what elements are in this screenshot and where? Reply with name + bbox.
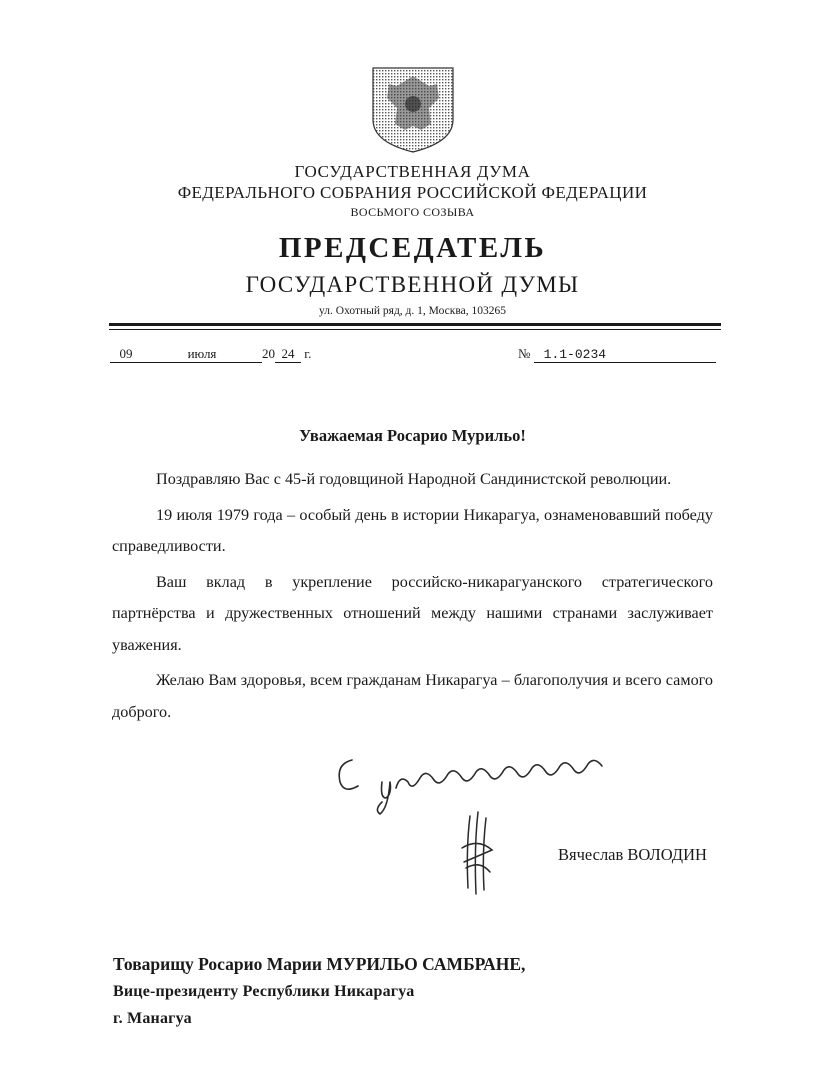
body-paragraph: Ваш вклад в укрепление российско-никарагуанского стратегического партнёрства и дружественных отношений между нашими странами заслуживает уважения. (112, 572, 713, 654)
handwritten-regards (330, 738, 620, 818)
addressee-city: г. Манагуа (113, 1010, 192, 1027)
letter-date (110, 346, 311, 363)
number-value: 1.1-0234 (534, 347, 716, 363)
date-month: июля (142, 346, 262, 363)
org-name-line1: ГОСУДАРСТВЕННАЯ ДУМА (294, 162, 531, 181)
body-paragraph: 19 июля 1979 года – особый день в истории Никарагуа, ознаменовавший победу справедливости. (112, 505, 713, 555)
addressee-block (113, 951, 525, 1032)
header-divider-thin (109, 329, 721, 330)
addressee-position: Вице-президенту Республики Никарагуа (113, 983, 415, 1000)
date-year-abbr: г. (304, 346, 312, 361)
org-name-line2: ФЕДЕРАЛЬНОГО СОБРАНИЯ РОССИЙСКОЙ ФЕДЕРАЦИИ (177, 183, 648, 202)
letterhead-address: ул. Охотный ряд, д. 1, Москва, 103265 (319, 305, 506, 317)
header-divider (109, 323, 721, 326)
org-convocation: ВОСЬМОГО СОЗЫВА (350, 205, 475, 219)
number-label: № (518, 346, 531, 361)
letter-number (518, 346, 716, 363)
body-paragraph: Желаю Вам здоровья, всем гражданам Никарагуа – благополучия и всего самого доброго. (112, 671, 713, 721)
salutation: Уважаемая Росарио Мурильо! (299, 426, 526, 445)
date-day: 09 (110, 346, 142, 363)
letterhead-subtitle: ГОСУДАРСТВЕННОЙ ДУМЫ (245, 272, 580, 297)
coat-of-arms-icon (367, 64, 459, 154)
addressee-name: Товарищу Росарио Марии МУРИЛЬО САМБРАНЕ, (113, 954, 526, 974)
signature-mark (448, 808, 508, 898)
letterhead-title: ПРЕДСЕДАТЕЛЬ (278, 232, 547, 264)
date-year-prefix: 20 (262, 346, 275, 361)
body-paragraph: Поздравляю Вас с 45-й годовщиной Народной Сандинистской революции. (156, 470, 672, 488)
letter-body (112, 464, 713, 732)
date-year-suffix: 24 (275, 346, 301, 363)
signer-name: Вячеслав ВОЛОДИН (558, 845, 707, 864)
